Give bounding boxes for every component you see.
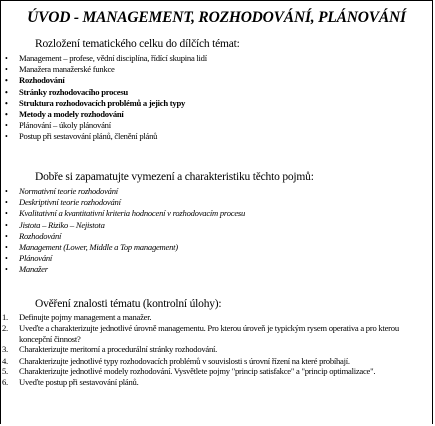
bullet-icon: • bbox=[5, 220, 8, 230]
bullet-icon: • bbox=[5, 98, 8, 108]
terms-list bbox=[1, 186, 431, 276]
question-number: 5. bbox=[2, 366, 8, 377]
section1-heading: Rozložení tematického celku do dílčích témat: bbox=[35, 38, 240, 50]
question-text: Charakterizujte jednotlivé typy rozhodovacích problémů v souvislosti s úrovní řízení na které probíhají. bbox=[19, 355, 350, 366]
question-item bbox=[1, 312, 431, 323]
topic-item bbox=[1, 75, 431, 86]
topic-text: Manažera manažerské funkce bbox=[19, 64, 115, 75]
question-number: 4. bbox=[2, 355, 8, 366]
bullet-icon: • bbox=[5, 132, 8, 142]
topic-text: Stránky rozhodovacího procesu bbox=[19, 86, 128, 97]
question-item bbox=[1, 323, 431, 344]
term-item bbox=[1, 208, 431, 219]
topic-text: Management – profese, vědní disciplína, řídící skupina lidí bbox=[19, 53, 207, 63]
question-item bbox=[1, 377, 431, 388]
section3-heading: Ověření znalosti tématu (kontrolní úlohy): bbox=[35, 298, 222, 310]
bullet-icon: • bbox=[5, 209, 8, 219]
term-item bbox=[1, 231, 431, 242]
question-item bbox=[1, 344, 431, 355]
topic-item bbox=[1, 109, 431, 120]
term-text: Plánování bbox=[19, 253, 53, 264]
bullet-icon: • bbox=[5, 76, 8, 86]
question-number: 3. bbox=[2, 344, 8, 355]
bullet-icon: • bbox=[5, 265, 8, 275]
question-text: Charakterizujte jednotlivé modely rozhodování. Vysvětlete pojmy "princip satisfakce" a "princip optimalizace". bbox=[19, 366, 376, 377]
term-text: Deskriptivní teorie rozhodování bbox=[19, 197, 121, 208]
topic-text: Plánování – úkoly plánování bbox=[19, 120, 111, 131]
term-item bbox=[1, 220, 431, 231]
topic-item bbox=[1, 131, 431, 142]
question-number: 6. bbox=[2, 376, 8, 387]
term-item bbox=[1, 242, 431, 253]
question-number: 2. bbox=[2, 323, 8, 334]
page-title: ÚVOD - MANAGEMENT, ROZHODOVÁNÍ, PLÁNOVÁNÍ bbox=[27, 9, 406, 26]
term-text: Manažer bbox=[19, 264, 48, 275]
topic-item bbox=[1, 64, 431, 75]
bullet-icon: • bbox=[5, 231, 8, 241]
term-item bbox=[1, 197, 431, 208]
bullet-icon: • bbox=[5, 121, 8, 131]
topic-item bbox=[1, 120, 431, 131]
question-text: Charakterizujte meritorní a procedurální stránky rozhodování. bbox=[19, 344, 218, 355]
term-text: Management (Lower, Middle a Top management) bbox=[19, 242, 178, 253]
bullet-icon: • bbox=[5, 243, 8, 253]
bullet-icon: • bbox=[5, 87, 8, 97]
term-item bbox=[1, 264, 431, 275]
topic-text: Postup při sestavování plánů, členění plánů bbox=[19, 131, 158, 142]
topics-list bbox=[1, 53, 431, 143]
term-text: Normativní teorie rozhodování bbox=[19, 186, 118, 196]
bullet-icon: • bbox=[5, 110, 8, 120]
question-text: Uveďte a charakterizujte jednotlivé úrovně managementu. Pro kterou úroveň je typickým rysem operativa a pro kterou koncepční činnost? bbox=[19, 323, 399, 344]
term-item bbox=[1, 253, 431, 264]
term-item bbox=[1, 186, 431, 197]
topic-text: Rozhodování bbox=[19, 75, 65, 86]
bullet-icon: • bbox=[5, 54, 8, 63]
question-item bbox=[1, 366, 431, 377]
topic-text: Metody a modely rozhodování bbox=[19, 109, 124, 120]
topic-text: Struktura rozhodovacích problémů a jejich typy bbox=[19, 97, 186, 108]
question-text: Definujte pojmy management a manažer. bbox=[19, 312, 152, 322]
question-number: 1. bbox=[2, 312, 8, 322]
topic-item bbox=[1, 87, 431, 98]
term-text: Jistota – Riziko – Nejistota bbox=[19, 219, 105, 230]
bullet-icon: • bbox=[5, 254, 8, 264]
term-text: Rozhodování bbox=[19, 230, 62, 241]
bullet-icon: • bbox=[5, 198, 8, 208]
bullet-icon: • bbox=[5, 65, 8, 75]
topic-item bbox=[1, 53, 431, 64]
bullet-icon: • bbox=[5, 187, 8, 196]
section2-heading: Dobře si zapamatujte vymezení a charakteristiku těchto pojmů: bbox=[35, 171, 314, 183]
topic-item bbox=[1, 98, 431, 109]
question-text: Uveďte postup při sestavování plánů. bbox=[19, 376, 139, 387]
question-item bbox=[1, 356, 431, 367]
questions-list bbox=[1, 312, 431, 388]
term-text: Kvalitativní a kvantitativní kriteria hodnocení v rozhodovacím procesu bbox=[19, 208, 246, 219]
